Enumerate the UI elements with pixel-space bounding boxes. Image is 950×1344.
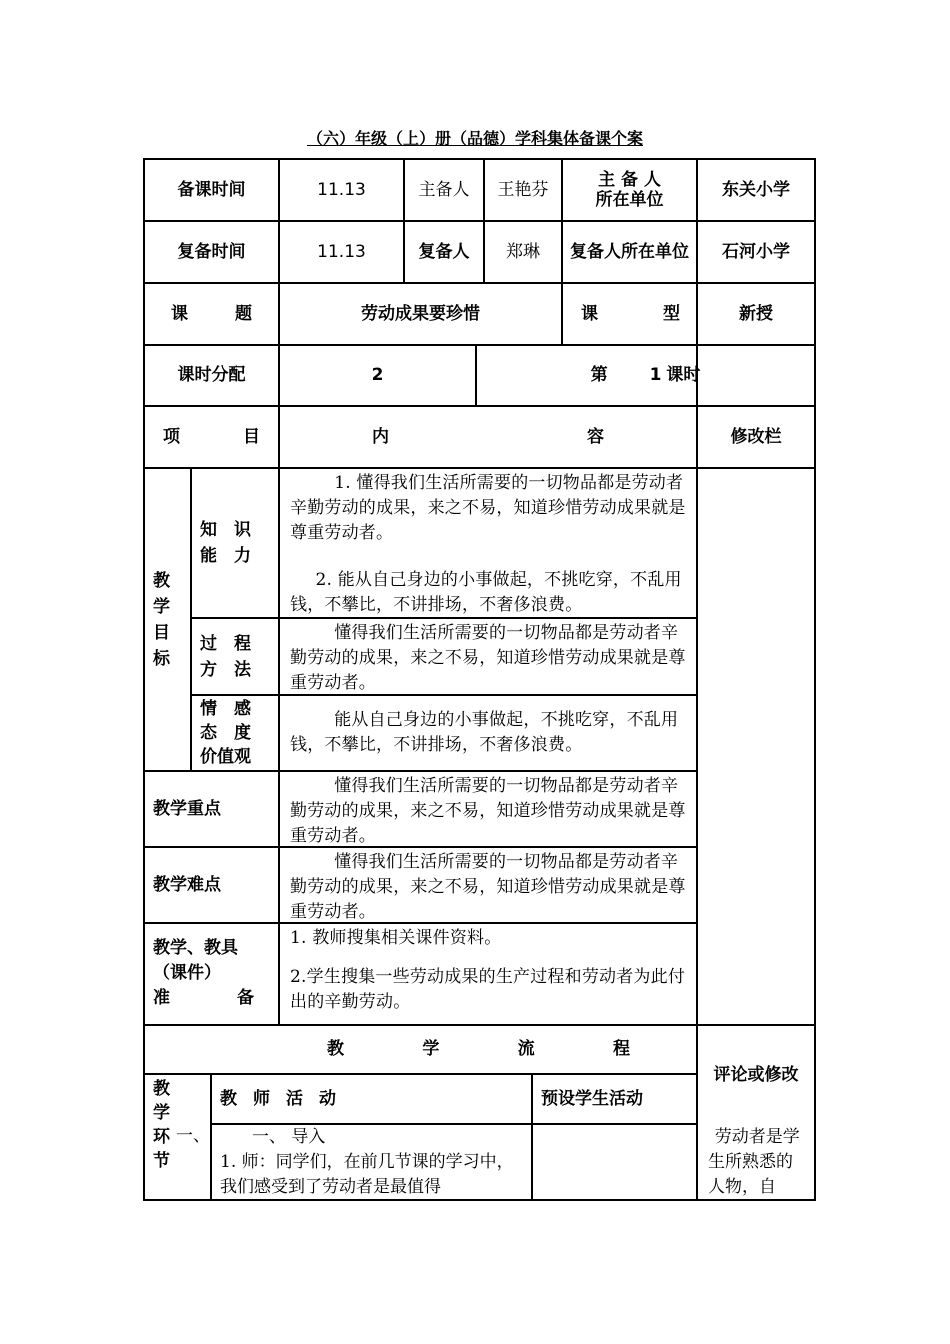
stage-label-char: 环 xyxy=(153,1127,170,1147)
key-point-paragraph: 懂得我们生活所需要的一切物品都是劳动者辛勤劳动的成果，来之不易，知道珍惜劳动成果就是尊重劳动者。 xyxy=(290,776,686,846)
knowledge-paragraph-2: 2. 能从自己身边的小事做起，不挑吃穿，不乱用钱，不攀比，不讲排场，不奢侈浪费。 xyxy=(290,570,682,615)
reviewer-name: 郑琳 xyxy=(506,241,540,262)
flow-header-char: 教 xyxy=(327,1039,344,1059)
process-text xyxy=(280,619,696,694)
reviewer-unit: 石河小学 xyxy=(722,241,790,262)
goals-label-char: 目 xyxy=(153,622,170,643)
item-label xyxy=(145,407,278,467)
topic-label xyxy=(145,284,278,344)
content-label-char-a: 内 xyxy=(372,426,389,447)
key-point-label: 教学重点 xyxy=(153,798,221,819)
materials-label-char-a: 准 xyxy=(153,988,170,1008)
knowledge-label-line: 能 力 xyxy=(200,546,251,566)
emotion-label-line: 价值观 xyxy=(200,747,251,767)
table-border-bottom xyxy=(143,1199,816,1201)
content-label xyxy=(280,407,696,467)
prep-time-label: 备课时间 xyxy=(177,179,246,200)
difficulty-paragraph: 懂得我们生活所需要的一切物品都是劳动者辛勤劳动的成果，来之不易，知道珍惜劳动成果就是尊重劳动者。 xyxy=(290,852,686,922)
period-suffix: 课时 xyxy=(666,365,701,385)
materials-paragraph-1: 1. 教师搜集相关课件资料。 xyxy=(290,928,502,948)
periods-label: 课时分配 xyxy=(177,365,246,385)
preparer-label: 主备人 xyxy=(418,179,470,200)
materials-label-char-b: 备 xyxy=(237,988,254,1008)
review-time-value: 11.13 xyxy=(317,241,366,262)
flow-header-char: 学 xyxy=(422,1039,440,1059)
goals-label-char: 教 xyxy=(153,570,170,591)
reviewer-unit-label: 复备人所在单位 xyxy=(570,242,689,262)
preparer-name: 王艳芬 xyxy=(497,179,549,200)
teacher-label-char: 动 xyxy=(319,1088,336,1109)
item-label-char-b: 目 xyxy=(243,426,260,447)
periods-value: 2 xyxy=(371,365,384,385)
knowledge-paragraph-1: 1. 懂得我们生活所需要的一切物品都是劳动者辛勤劳动的成果，来之不易，知道珍惜劳动成果就是尊重劳动者。 xyxy=(290,473,686,543)
review-time-label: 复备时间 xyxy=(177,241,246,262)
type-value: 新授 xyxy=(739,303,773,324)
materials-label-line2: （课件） xyxy=(153,963,221,983)
student-activity-label: 预设学生活动 xyxy=(541,1088,643,1109)
materials-label xyxy=(145,924,278,1024)
key-point-text xyxy=(280,772,696,846)
flow-header-char: 流 xyxy=(517,1039,535,1059)
materials-label-line1: 教学、教具 xyxy=(153,938,238,958)
stage-label-char: 教 xyxy=(153,1079,170,1099)
process-label-line: 过 程 xyxy=(200,633,251,654)
type-label-char-b: 型 xyxy=(663,303,680,324)
stage-label-char: 节 xyxy=(153,1151,170,1171)
teacher-label-char: 教 xyxy=(220,1088,237,1109)
process-label-line: 方 法 xyxy=(200,659,251,680)
reviewer-label: 复备人 xyxy=(418,241,470,262)
teacher-activity-text xyxy=(212,1125,531,1199)
emotion-paragraph: 能从自己身边的小事做起，不挑吃穿，不乱用钱，不攀比，不讲排场，不奢侈浪费。 xyxy=(290,710,679,755)
period-prefix: 第 xyxy=(590,365,608,385)
materials-label-line3 xyxy=(153,986,270,1011)
process-paragraph: 懂得我们生活所需要的一切物品都是劳动者辛勤劳动的成果，来之不易，知道珍惜劳动成果就是尊重劳动者。 xyxy=(290,623,686,693)
teacher-activity-label xyxy=(212,1075,531,1123)
revision-label: 修改栏 xyxy=(730,426,782,447)
goals-label-char: 学 xyxy=(153,596,170,617)
knowledge-text xyxy=(280,469,696,617)
prep-time-value: 11.13 xyxy=(317,179,366,200)
teacher-activity-paragraph: 1. 师：同学们，在前几节课的学习中，我们感受到了劳动者是最值得 xyxy=(220,1152,514,1197)
current-period xyxy=(477,346,814,405)
topic-value: 劳动成果要珍惜 xyxy=(361,303,480,324)
type-label xyxy=(563,284,696,344)
topic-label-char-a: 课 xyxy=(171,303,188,324)
emotion-label-line: 情 感 xyxy=(200,699,251,719)
type-label-char-a: 课 xyxy=(581,303,598,324)
preparer-unit-label xyxy=(563,160,696,220)
goals-label xyxy=(145,469,190,770)
knowledge-label xyxy=(192,469,278,617)
goals-label-char: 标 xyxy=(153,648,170,669)
table-border-right xyxy=(814,158,816,1201)
teacher-label-char: 师 xyxy=(253,1088,270,1109)
emotion-label-line: 态 度 xyxy=(200,723,251,743)
comment-label: 评论或修改 xyxy=(713,1064,799,1085)
teacher-activity-title: 一、 导入 xyxy=(252,1127,326,1147)
process-label xyxy=(192,619,278,694)
preparer-unit-label-line2: 所在单位 xyxy=(595,190,664,210)
preparer-unit: 东关小学 xyxy=(722,179,790,200)
difficulty-label: 教学难点 xyxy=(153,874,221,895)
stage-label-char: 学 xyxy=(153,1103,170,1123)
materials-paragraph-2: 2.学生搜集一些劳动成果的生产过程和劳动者为此付出的辛勤劳动。 xyxy=(290,967,686,1012)
item-label-char-a: 项 xyxy=(163,426,180,447)
content-label-char-b: 容 xyxy=(587,426,604,447)
emotion-text xyxy=(280,696,696,770)
period-number: 1 xyxy=(649,365,662,385)
teacher-label-char: 活 xyxy=(286,1088,303,1109)
comment-text: 劳动者是学生所熟悉的人物，自 xyxy=(708,1127,800,1197)
preparer-unit-label-line1: 主 备 人 xyxy=(598,170,661,190)
document-title: （六）年级（上）册（品德）学科集体备课个案 xyxy=(306,129,643,148)
difficulty-text xyxy=(280,848,696,922)
stage-number: 一、 xyxy=(176,1126,210,1146)
student-activity-text xyxy=(533,1125,696,1199)
flow-header-char: 程 xyxy=(612,1039,630,1059)
topic-label-char-b: 题 xyxy=(235,303,252,324)
materials-text xyxy=(280,924,696,1024)
flow-header xyxy=(145,1026,696,1073)
emotion-label xyxy=(192,696,278,770)
knowledge-label-line: 知 识 xyxy=(200,520,251,540)
